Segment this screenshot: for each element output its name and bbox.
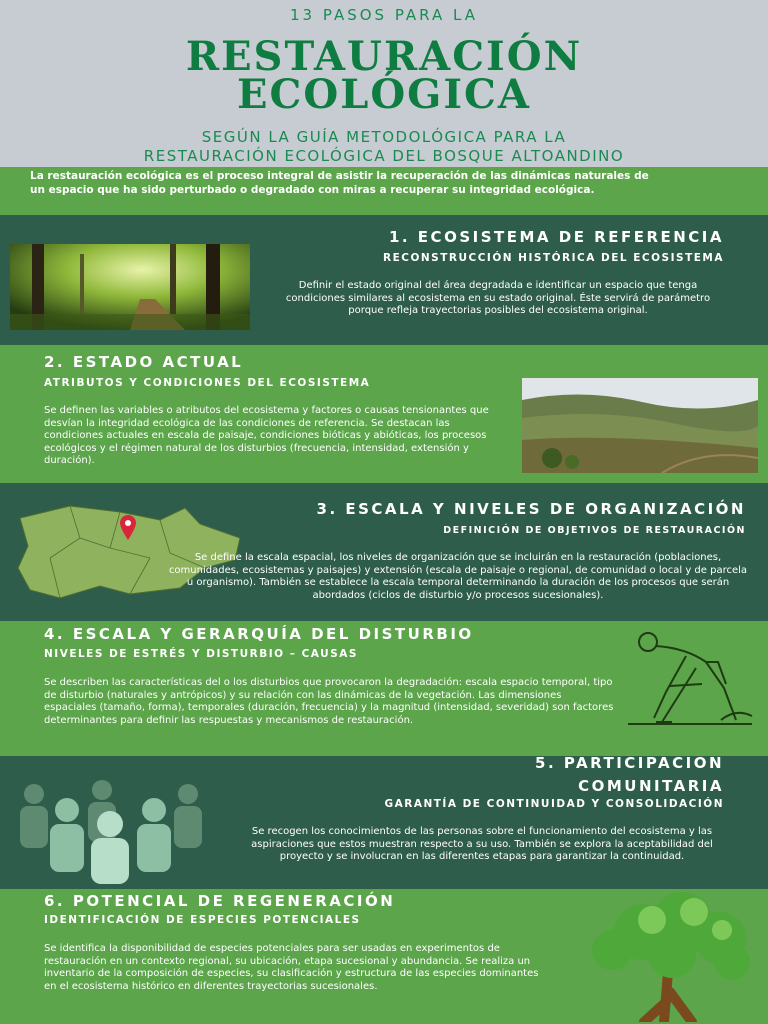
step-3-title: 3. ESCALA Y NIVELES DE ORGANIZACIÓN <box>316 500 746 518</box>
step-5-subtitle: GARANTÍA DE CONTINUIDAD Y CONSOLIDACIÓN <box>384 798 724 810</box>
main-title-line1: RESTAURACIÓN <box>185 33 583 80</box>
community-people-icon <box>12 772 240 884</box>
step-3-subtitle: DEFINICIÓN DE OBJETIVOS DE RESTAURACIÓN <box>443 525 746 536</box>
step-6-subtitle: IDENTIFICACIÓN DE ESPECIES POTENCIALES <box>44 914 361 926</box>
pretitle: 13 PASOS PARA LA <box>290 6 478 24</box>
subtitle <box>0 128 768 166</box>
forest-photo <box>10 244 250 330</box>
step-5-title-line1: 5. PARTICIPACION <box>535 754 724 772</box>
step-2-title: 2. ESTADO ACTUAL <box>44 353 244 371</box>
step-2-subtitle: ATRIBUTOS Y CONDICIONES DEL ECOSISTEMA <box>44 377 371 389</box>
tree-icon <box>582 892 762 1022</box>
farmer-digging-icon <box>626 628 756 728</box>
step-5-title-line2: COMUNITARIA <box>578 777 724 795</box>
intro-text: La restauración ecológica es el proceso integral de asistir la recuperación de las dinámicas naturales de un espacio que ha sido perturbado o degradado con miras a recuperar su integridad ecológica. <box>30 170 649 196</box>
subtitle-line1: SEGÚN LA GUÍA METODOLÓGICA PARA LA <box>201 128 567 146</box>
step-6-title: 6. POTENCIAL DE REGENERACIÓN <box>44 892 396 910</box>
step-4-title: 4. ESCALA Y GERARQUÍA DEL DISTURBIO <box>44 625 474 643</box>
location-pin-icon <box>118 514 138 540</box>
step-5-title <box>535 752 724 798</box>
landscape-photo <box>522 378 758 473</box>
step-5-body: Se recogen los conocimientos de las personas sobre el funcionamiento del ecosistema y las aspiraciones que estos muestran respecto a su uso. También se explora la aceptabilidad del proyecto y se involucran en las diferentes etapas para garantizar la continuidad. <box>251 826 713 862</box>
step-1-body: Definir el estado original del área degradada e identificar un espacio que tenga condiciones similares al ecosistema en su estado original. Éste servirá de parámetro porque refleja trayectorias posibles del ecosistema original. <box>285 280 711 316</box>
step-2-body: Se definen las variables o atributos del ecosistema y factores o causas tensionantes que desvían la integridad ecológica de las condiciones de referencia. Se destacan las condiciones actuales en escala de paisaje, condiciones bióticas y abióticas, los procesos ecológicos y el régimen natural de los disturbios (frecuencia, intensidad, extensión y duración). <box>44 405 489 466</box>
main-title <box>0 33 768 118</box>
step-1-subtitle: RECONSTRUCCIÓN HISTÓRICA DEL ECOSISTEMA <box>382 252 724 264</box>
main-title-line2: ECOLÓGICA <box>237 71 531 118</box>
step-6-body: Se identifica la disponibilidad de especies potenciales para ser usadas en experimentos de restauración en un contexto regional, su ubicación, etapa sucesional y abundancia. Se realiza un inventario de la composición de especies, su clasificación y estructura de las especies dominantes en el ecosistema histórico en diferentes trayectorias sucesionales. <box>44 943 539 992</box>
subtitle-line2: RESTAURACIÓN ECOLÓGICA DEL BOSQUE ALTOANDINO <box>143 147 625 165</box>
step-1-title: 1. ECOSISTEMA DE REFERENCIA <box>388 228 724 246</box>
step-4-body: Se describen las características del o los disturbios que provocaron la degradación: escala espacio temporal, tipo de disturbio (naturales y antrópicos) y su relación con las dinámicas de la vegetación. Las dimensiones espaciales (tamaño, forma), temporales (duración, frecuencia) y la magnitud (intensidad, severidad) son factores determinantes para definir las respuestas y mecanismos de restauración. <box>44 677 614 726</box>
step-4-subtitle: NIVELES DE ESTRÉS Y DISTURBIO – CAUSAS <box>44 648 358 660</box>
step-3-body: Se define la escala espacial, los niveles de organización que se incluirán en la restauración (poblaciones, comunidades, ecosistemas y paisajes) y extensión (escala de paisaje o regional, de comunidad o local y de parcela u organismo). También se establece la escala temporal determinando la duración de los procesos que serán abordados (ciclos de disturbio y/o procesos sucesionales). <box>168 552 748 601</box>
